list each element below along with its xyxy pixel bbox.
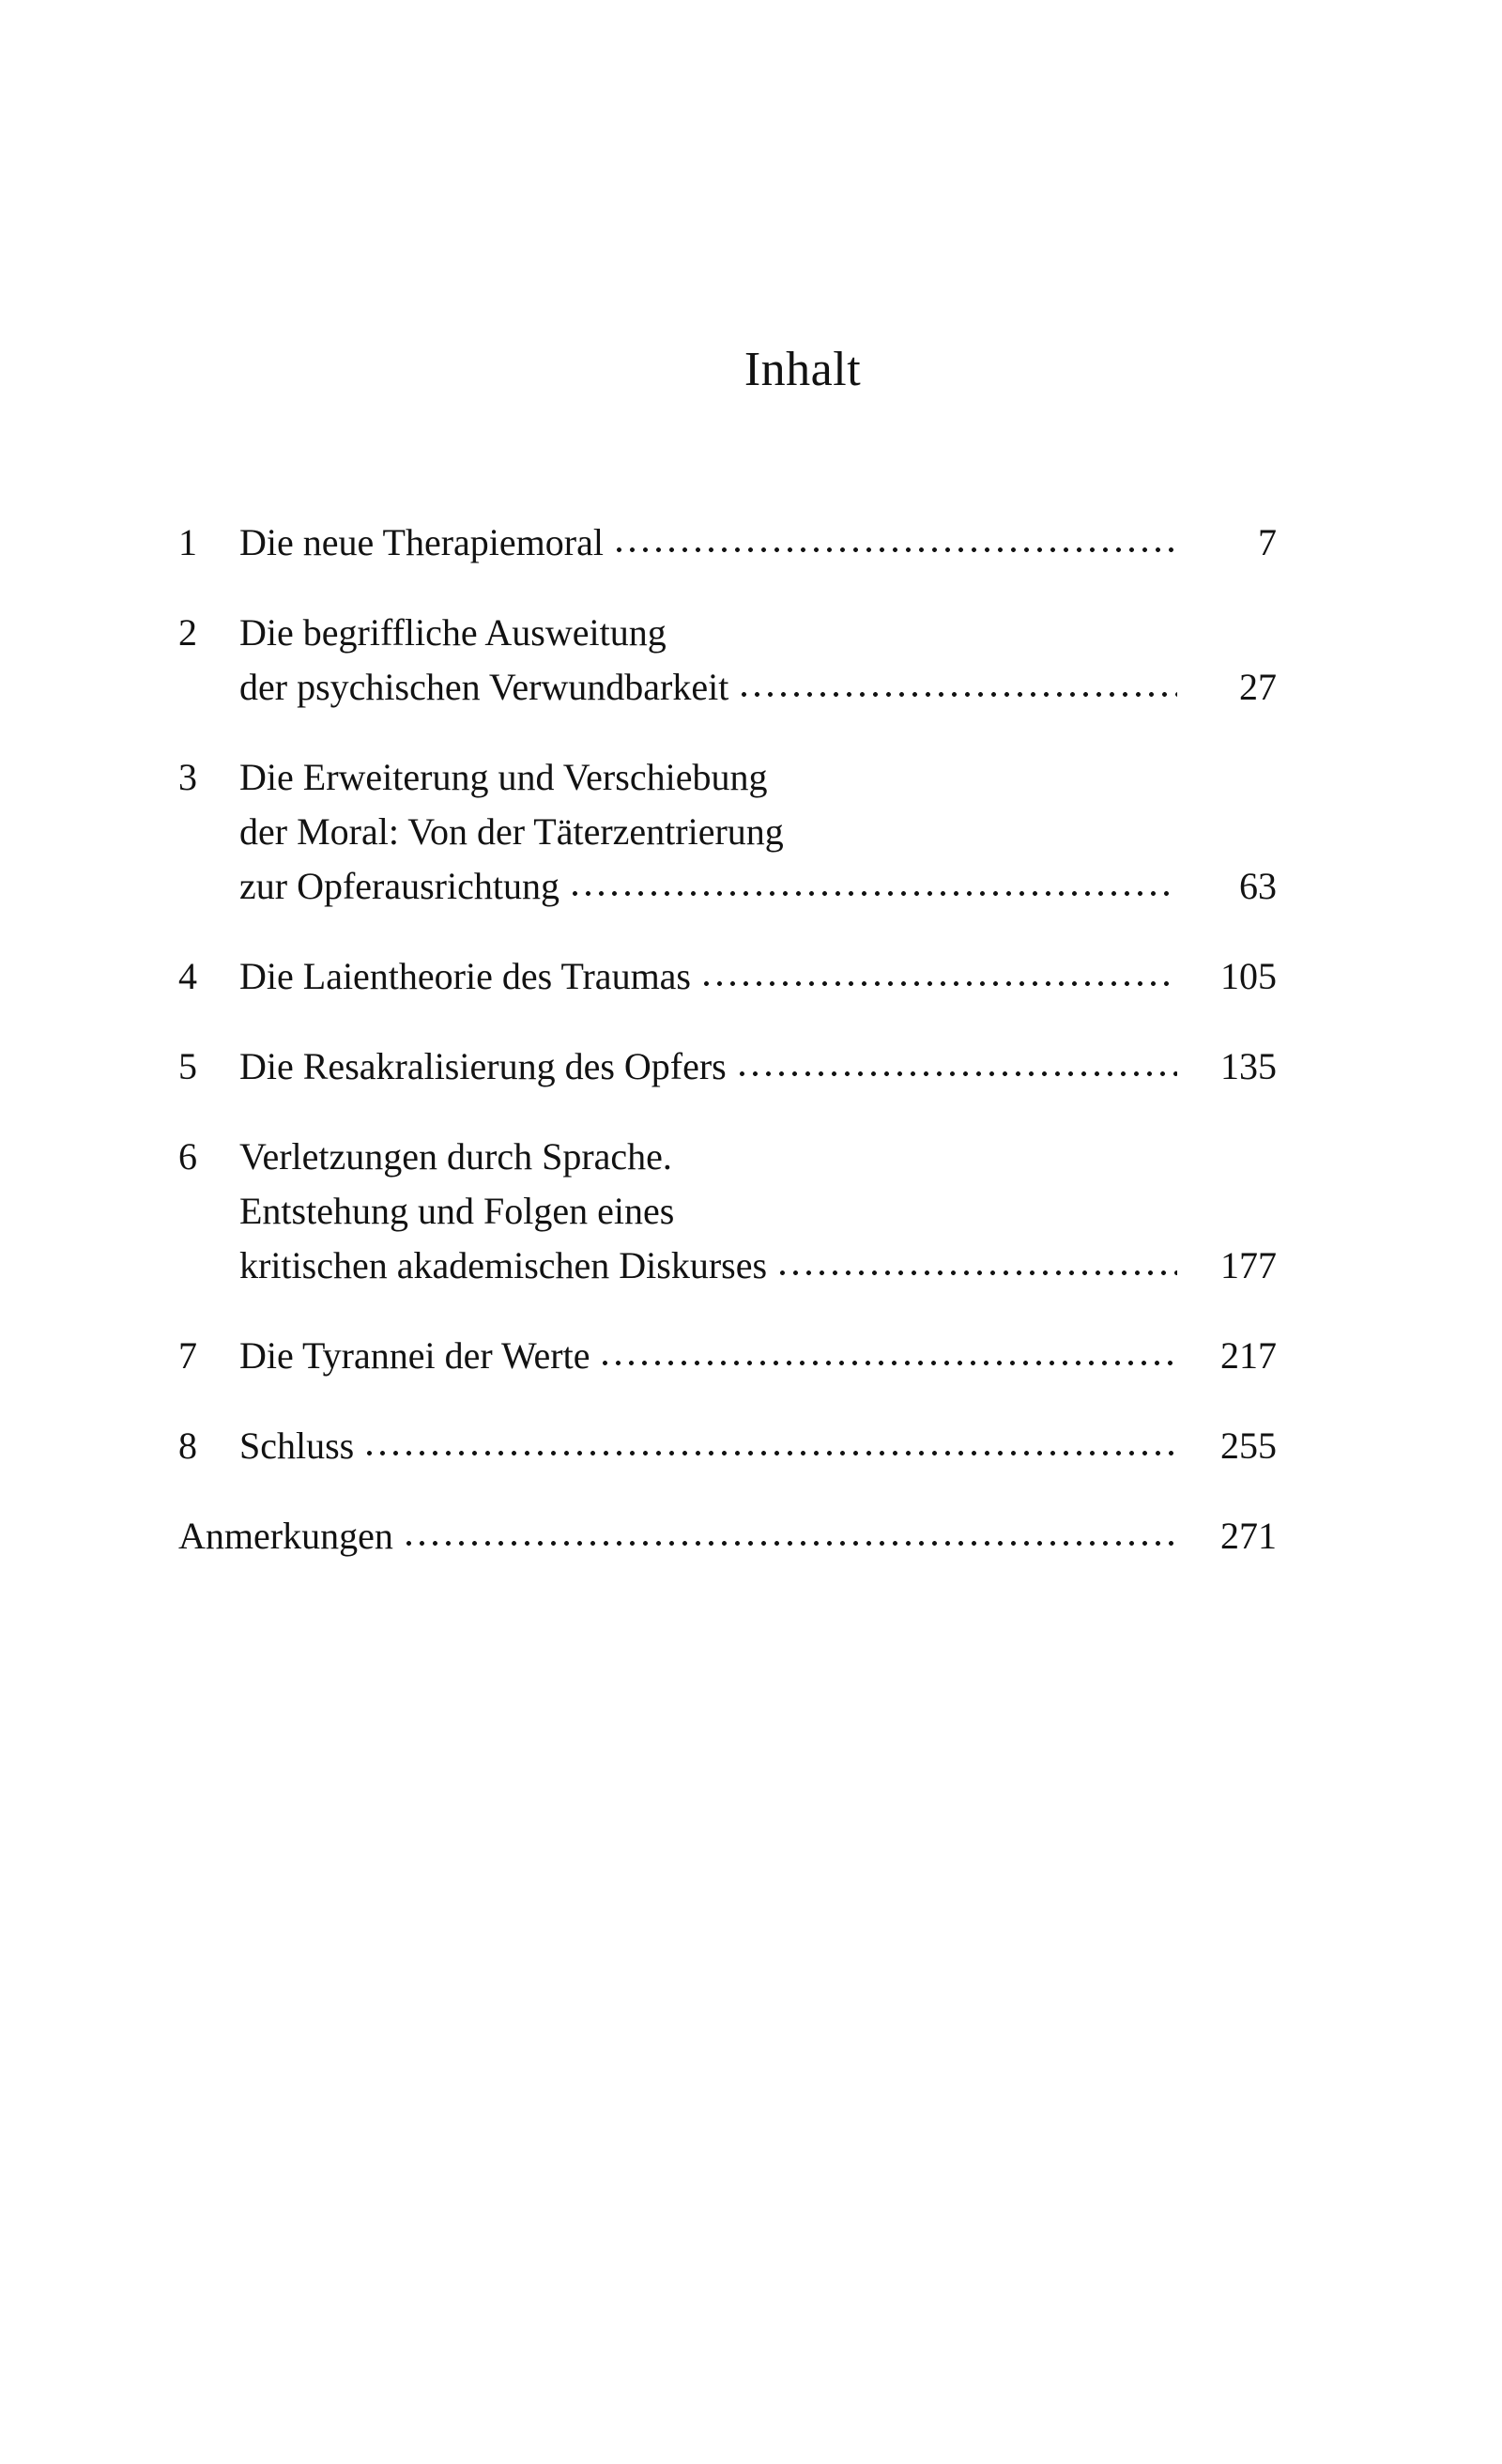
dot-leader <box>680 630 1177 645</box>
page-number: 7 <box>1258 521 1277 563</box>
dot-leader <box>780 775 1177 790</box>
toc-entry-line <box>178 1244 1277 1301</box>
dot-leader <box>797 829 1177 844</box>
dot-leader <box>780 1263 1177 1278</box>
toc-entry-line <box>178 1517 1277 1572</box>
toc-entry-title: der Moral: Von der Täterzentrierung <box>239 810 784 853</box>
toc-entry-line <box>178 756 1277 813</box>
toc-entry[interactable] <box>178 1334 1277 1392</box>
toc-entry-title: Die Laientheorie des Traumas <box>239 955 691 997</box>
toc-entry-line <box>178 1045 1277 1102</box>
dot-leader <box>685 1154 1177 1169</box>
toc-entry[interactable] <box>178 955 1277 1012</box>
toc-entry[interactable] <box>178 1135 1277 1301</box>
toc-entry[interactable] <box>178 756 1277 922</box>
page-number: 255 <box>1220 1424 1277 1467</box>
toc-entry-line <box>178 521 1277 578</box>
toc-entry-title: Schluss <box>239 1424 355 1467</box>
dot-leader <box>742 685 1177 700</box>
toc-entry-line <box>178 1135 1277 1193</box>
chapter-number: 4 <box>178 955 197 997</box>
chapter-number: 5 <box>178 1045 197 1087</box>
toc-entry-line <box>178 666 1277 723</box>
toc-entry-title: Verletzungen durch Sprache. <box>239 1135 672 1178</box>
dot-leader <box>603 1353 1177 1368</box>
toc-entry-title: Die Tyrannei der Werte <box>239 1334 590 1377</box>
toc-entry-title: Die neue Therapiemoral <box>239 521 604 563</box>
page-number: 177 <box>1220 1244 1277 1286</box>
toc-entry-line <box>178 1334 1277 1392</box>
page-number: 217 <box>1220 1334 1277 1377</box>
toc-entry-title: Die Resakralisierung des Opfers <box>239 1045 727 1087</box>
toc-entry-line <box>178 955 1277 1012</box>
toc-entry-line <box>178 1190 1277 1247</box>
toc-entry-title: Anmerkungen <box>178 1515 393 1557</box>
toc-entry-title: zur Opferausrichtung <box>239 865 559 907</box>
chapter-number: 3 <box>178 756 197 798</box>
page-number: 27 <box>1239 666 1277 708</box>
toc-entry-line <box>178 611 1277 669</box>
dot-leader <box>740 1064 1177 1079</box>
dot-leader <box>367 1443 1177 1458</box>
chapter-number: 6 <box>178 1135 197 1178</box>
toc-entry-title: der psychischen Verwundbarkeit <box>239 666 729 708</box>
toc-entry-line <box>178 1424 1277 1482</box>
toc-entry-title: kritischen akademischen Diskurses <box>239 1244 768 1286</box>
toc-entry[interactable] <box>178 611 1277 723</box>
toc-entry-title: Entstehung und Folgen eines <box>239 1190 675 1232</box>
toc-entry[interactable] <box>178 1424 1277 1482</box>
chapter-number: 1 <box>178 521 197 563</box>
table-of-contents <box>178 521 1277 1572</box>
chapter-number: 7 <box>178 1334 197 1377</box>
page-number: 271 <box>1220 1515 1277 1557</box>
chapter-number: 2 <box>178 611 197 654</box>
toc-entry-title: Die Erweiterung und Verschiebung <box>239 756 768 798</box>
toc-entry[interactable] <box>178 1517 1277 1572</box>
page-number: 63 <box>1239 865 1277 907</box>
page-number: 135 <box>1220 1045 1277 1087</box>
toc-entry[interactable] <box>178 521 1277 578</box>
chapter-number: 8 <box>178 1424 197 1467</box>
toc-entry-title: Die begriffliche Ausweitung <box>239 611 667 654</box>
toc-entry-line <box>178 865 1277 922</box>
dot-leader <box>406 1533 1177 1548</box>
dot-leader <box>573 884 1177 899</box>
page-number: 105 <box>1220 955 1277 997</box>
page-title: Inhalt <box>743 343 862 396</box>
toc-entry-line <box>178 810 1277 868</box>
dot-leader <box>687 1209 1177 1224</box>
toc-entry[interactable] <box>178 1045 1277 1102</box>
dot-leader <box>704 974 1177 989</box>
dot-leader <box>617 540 1177 555</box>
